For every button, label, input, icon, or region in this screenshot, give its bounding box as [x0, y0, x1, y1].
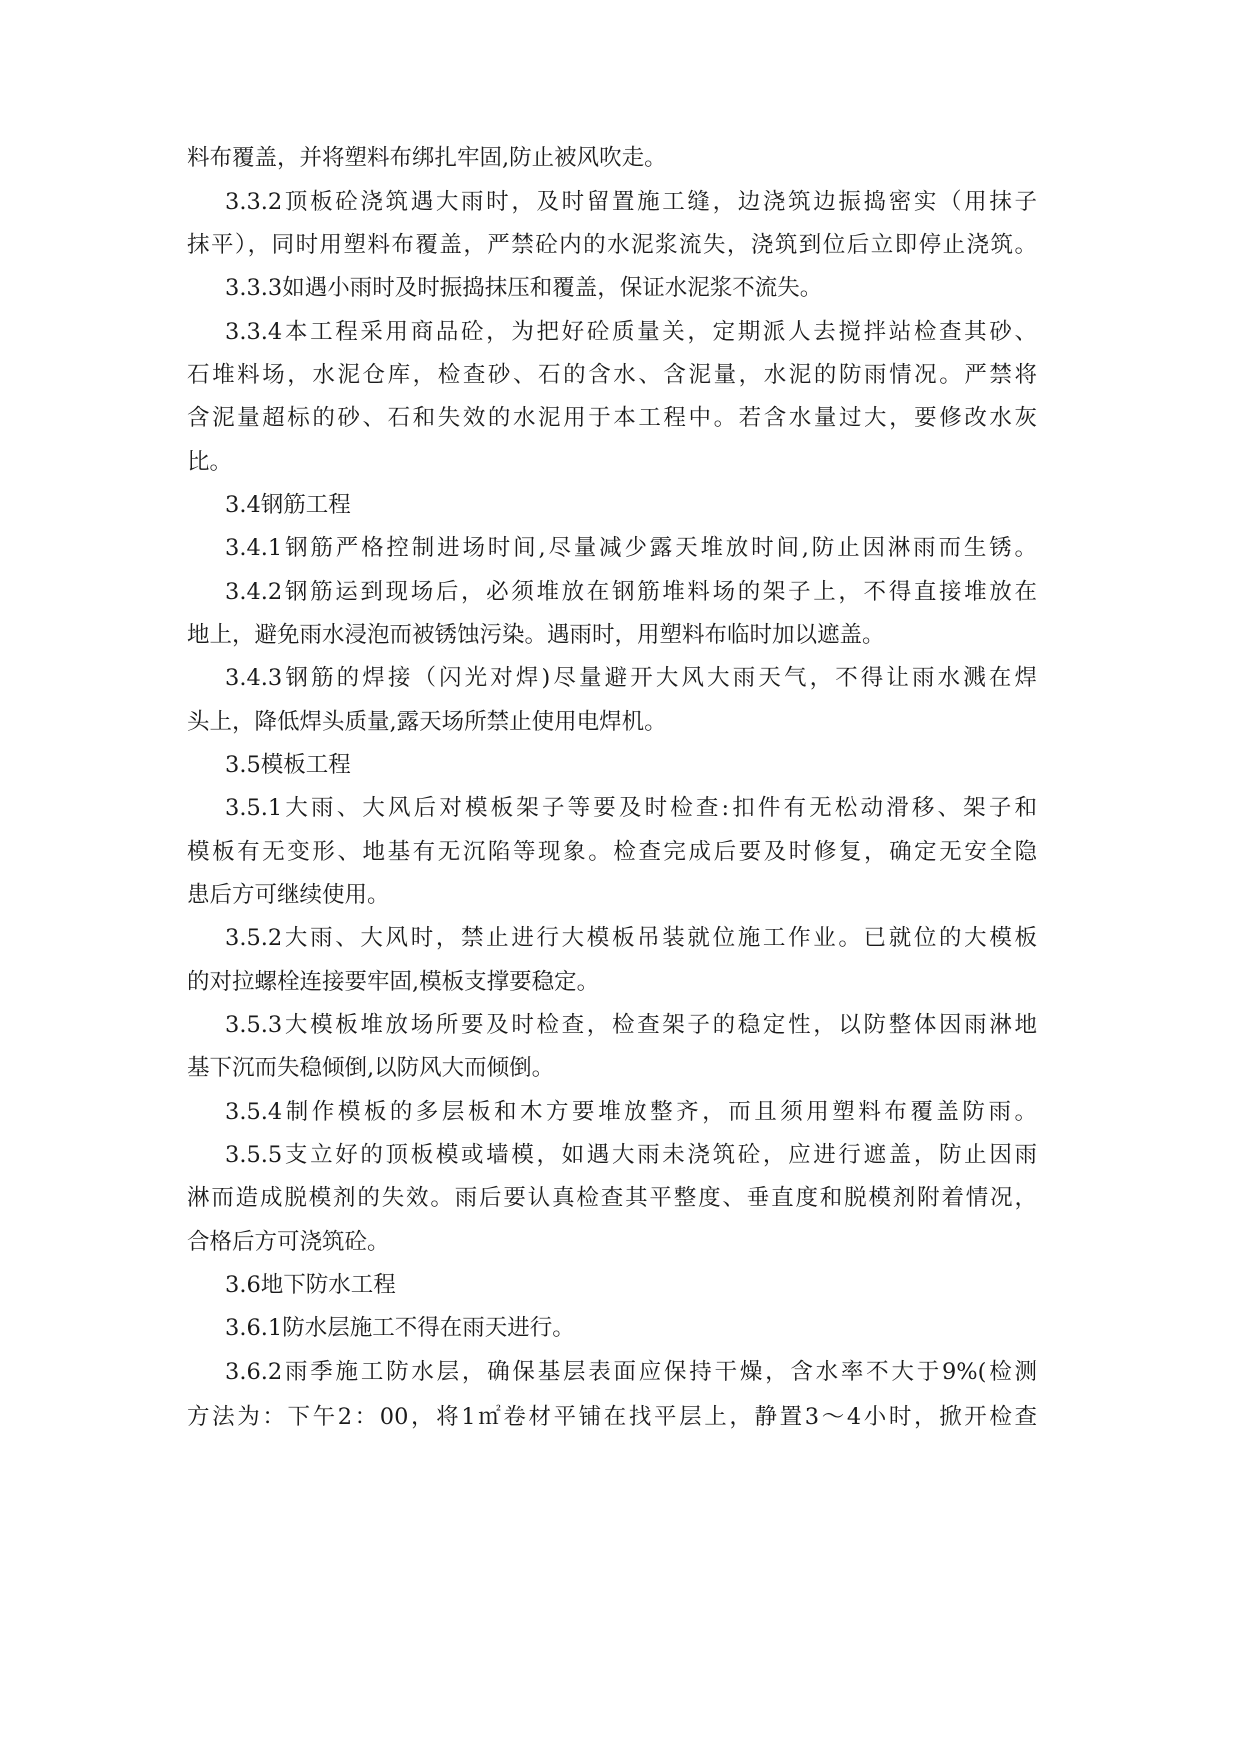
text-line: 3.3.4本工程采用商品砼，为把好砼质量关，定期派人去搅拌站检查其砂、: [225, 319, 1037, 345]
text-line: 基下沉而失稳倾倒,以防风大而倾倒。: [187, 1055, 555, 1081]
text-line: 3.6.1防水层施工不得在雨天进行。: [225, 1315, 575, 1341]
text-line: 3.3.2顶板砼浇筑遇大雨时，及时留置施工缝，边浇筑边振捣密实（用抹子: [225, 189, 1037, 215]
text-line: 方法为：下午2：00，将1㎡卷材平铺在找平层上，静置3～4小时，掀开检查: [187, 1404, 1037, 1430]
text-line: 含泥量超标的砂、石和失效的水泥用于本工程中。若含水量过大，要修改水灰: [187, 405, 1037, 431]
text-line: 3.5.2大雨、大风时，禁止进行大模板吊装就位施工作业。已就位的大模板: [225, 925, 1037, 951]
text-line: 患后方可继续使用。: [187, 882, 390, 908]
text-line: 3.5.5支立好的顶板模或墙模，如遇大雨未浇筑砼，应进行遮盖，防止因雨: [225, 1142, 1037, 1168]
text-line: 料布覆盖，并将塑料布绑扎牢固,防止被风吹走。: [187, 145, 667, 171]
text-line: 3.4.1钢筋严格控制进场时间,尽量减少露天堆放时间,防止因淋雨而生锈。: [225, 535, 1037, 561]
text-line: 模板有无变形、地基有无沉陷等现象。检查完成后要及时修复，确定无安全隐: [187, 839, 1037, 865]
text-line: 3.5.4制作模板的多层板和木方要堆放整齐，而且须用塑料布覆盖防雨。: [225, 1099, 1037, 1125]
section-heading: 3.4钢筋工程: [225, 492, 351, 518]
text-line: 的对拉螺栓连接要牢固,模板支撑要稳定。: [187, 969, 600, 995]
text-line: 头上，降低焊头质量,露天场所禁止使用电焊机。: [187, 709, 667, 735]
text-line: 淋而造成脱模剂的失效。雨后要认真检查其平整度、垂直度和脱模剂附着情况，: [187, 1185, 1037, 1211]
text-line: 3.4.3钢筋的焊接（闪光对焊)尽量避开大风大雨天气，不得让雨水溅在焊: [225, 665, 1037, 691]
section-heading: 3.6地下防水工程: [225, 1272, 396, 1298]
text-line: 3.5.1大雨、大风后对模板架子等要及时检查:扣件有无松动滑移、架子和: [225, 795, 1037, 821]
section-heading: 3.5模板工程: [225, 752, 351, 778]
text-line: 抹平），同时用塑料布覆盖，严禁砼内的水泥浆流失，浇筑到位后立即停止浇筑。: [187, 232, 1037, 258]
text-line: 3.5.3大模板堆放场所要及时检查，检查架子的稳定性，以防整体因雨淋地: [225, 1012, 1037, 1038]
text-line: 3.4.2钢筋运到现场后，必须堆放在钢筋堆料场的架子上，不得直接堆放在: [225, 579, 1037, 605]
text-line: 合格后方可浇筑砼。: [187, 1229, 390, 1255]
text-line: 比。: [187, 449, 233, 475]
text-line: 地上，避免雨水浸泡而被锈蚀污染。遇雨时，用塑料布临时加以遮盖。: [187, 622, 885, 648]
text-line: 石堆料场，水泥仓库，检查砂、石的含水、含泥量，水泥的防雨情况。严禁将: [187, 362, 1037, 388]
text-line: 3.3.3如遇小雨时及时振捣抹压和覆盖，保证水泥浆不流失。: [225, 275, 823, 301]
text-line: 3.6.2雨季施工防水层，确保基层表面应保持干燥，含水率不大于9%(检测: [225, 1359, 1037, 1385]
